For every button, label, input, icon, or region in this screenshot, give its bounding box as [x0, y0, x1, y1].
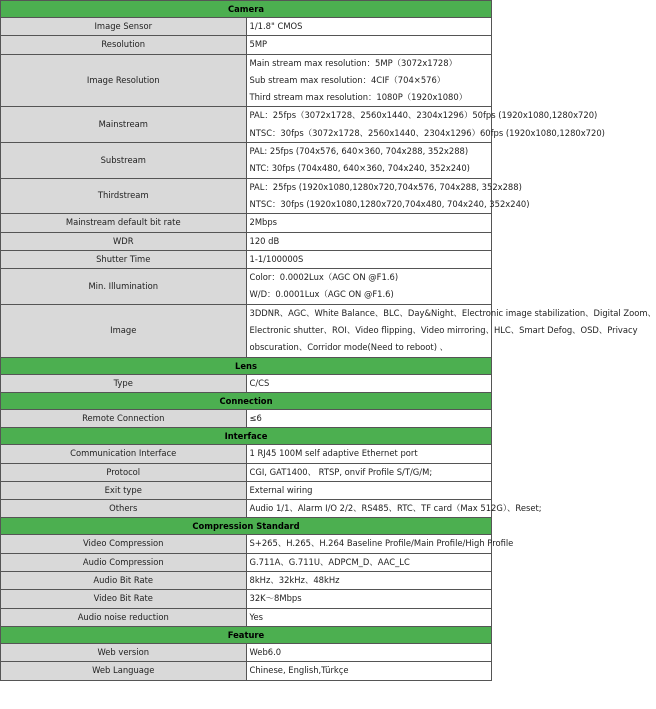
spec-row — [1, 107, 492, 143]
spec-value — [246, 143, 492, 179]
section-title: Compression Standard — [1, 518, 492, 535]
spec-value — [246, 445, 492, 463]
spec-value-line: 3DDNR、AGC、White Balance、BLC、Day&Night、Electronic image stabilization、Digital Zoom、 — [249, 307, 656, 318]
spec-value-line: Color：0.0002Lux（AGC ON @F1.6) — [249, 272, 399, 283]
spec-value — [246, 107, 605, 143]
spec-value-line: Electronic shutter、ROI、Video flipping、Video mirroring、HLC、Smart Defog、OSD、Privacy — [249, 325, 638, 336]
spec-label: Video Compression — [1, 535, 247, 553]
spec-label: Remote Connection — [1, 409, 247, 427]
spec-value-line: CGI, GAT1400、 RTSP, onvif Profile S/T/G/M; — [249, 466, 433, 477]
spec-row — [1, 374, 492, 392]
spec-value — [246, 535, 514, 553]
spec-value-line: obscuration、Corridor mode(Need to reboot) 、 — [249, 342, 448, 353]
spec-row — [1, 304, 492, 357]
spec-value-line: 5MP — [249, 39, 268, 50]
spec-label: Mainstream default bit rate — [1, 214, 247, 232]
spec-row — [1, 445, 492, 463]
spec-value-line: 2Mbps — [249, 217, 278, 228]
spec-label: Audio noise reduction — [1, 608, 247, 626]
spec-value-line: Chinese, English,Türkçe — [249, 665, 349, 676]
spec-row — [1, 143, 492, 179]
spec-row — [1, 54, 492, 107]
spec-value-line: ≤6 — [249, 412, 262, 423]
spec-value — [246, 214, 492, 232]
spec-label: Image Sensor — [1, 18, 247, 36]
spec-row — [1, 36, 492, 54]
spec-value — [246, 608, 492, 626]
spec-row — [1, 608, 492, 626]
spec-value-line: Main stream max resolution：5MP（3072x1728） — [249, 57, 457, 68]
spec-label: Thirdstream — [1, 178, 247, 214]
section-header-row — [1, 428, 492, 445]
spec-label: Audio Compression — [1, 553, 247, 571]
spec-row — [1, 643, 492, 661]
spec-value — [246, 463, 492, 481]
spec-value-line: G.711A、G.711U、ADPCM_D、AAC_LC — [249, 556, 410, 567]
spec-label: Others — [1, 500, 247, 518]
section-title: Connection — [1, 392, 492, 409]
spec-value-line: S+265、H.265、H.264 Baseline Profile/Main Profile/High Profile — [249, 538, 514, 549]
spec-value-line: Sub stream max resolution：4CIF（704×576） — [249, 74, 446, 85]
spec-value — [246, 54, 492, 107]
spec-value-line: PAL：25fps (1920x1080,1280x720,704x576, 704x288, 352x288) — [249, 181, 522, 192]
spec-label: WDR — [1, 232, 247, 250]
section-header-row — [1, 357, 492, 374]
spec-value-line: Third stream max resolution：1080P（1920x1080） — [249, 92, 468, 103]
spec-value-line: External wiring — [249, 484, 313, 495]
spec-label: Min. Illumination — [1, 269, 247, 305]
spec-value-line: 1-1/100000S — [249, 253, 304, 264]
spec-label: Image Resolution — [1, 54, 247, 107]
spec-row — [1, 409, 492, 427]
spec-table-body — [1, 1, 656, 681]
section-title: Feature — [1, 626, 492, 643]
spec-value-line: C/CS — [249, 377, 270, 388]
spec-value-line: Web6.0 — [249, 646, 282, 657]
spec-label: Image — [1, 304, 247, 357]
spec-label: Exit type — [1, 481, 247, 499]
spec-value — [246, 232, 492, 250]
spec-value — [246, 18, 492, 36]
spec-row — [1, 269, 492, 305]
spec-row — [1, 463, 492, 481]
spec-value — [246, 590, 492, 608]
spec-value-line: 32K～8Mbps — [249, 593, 302, 604]
spec-value-line: 120 dB — [249, 235, 280, 246]
spec-label: Resolution — [1, 36, 247, 54]
spec-row — [1, 250, 492, 268]
spec-label: Type — [1, 374, 247, 392]
section-title: Interface — [1, 428, 492, 445]
spec-value — [246, 36, 492, 54]
spec-label: Mainstream — [1, 107, 247, 143]
spec-value — [246, 572, 492, 590]
spec-row — [1, 572, 492, 590]
spec-value — [246, 304, 656, 357]
spec-row — [1, 214, 492, 232]
spec-value-line: W/D：0.0001Lux（AGC ON @F1.6) — [249, 289, 394, 300]
spec-value-line: NTC: 30fps (704x480, 640×360, 704x240, 352x240) — [249, 163, 470, 174]
spec-row — [1, 590, 492, 608]
spec-value — [246, 178, 530, 214]
spec-row — [1, 481, 492, 499]
spec-value — [246, 662, 492, 680]
spec-value-line: 1 RJ45 100M self adaptive Ethernet port — [249, 448, 418, 459]
spec-value — [246, 481, 492, 499]
spec-label: Audio Bit Rate — [1, 572, 247, 590]
spec-value-line: NTSC：30fps (1920x1080,1280x720,704x480, 704x240, 352x240) — [249, 198, 530, 209]
spec-row — [1, 178, 492, 214]
spec-value-line: 8kHz、32kHz、48kHz — [249, 575, 340, 586]
spec-value-line: Audio 1/1、Alarm I/O 2/2、RS485、RTC、TF card（Max 512G）、Reset; — [249, 503, 542, 514]
section-header-row — [1, 626, 492, 643]
spec-label: Video Bit Rate — [1, 590, 247, 608]
spec-value-line: 1/1.8" CMOS — [249, 21, 303, 31]
spec-label: Web Language — [1, 662, 247, 680]
section-header-row — [1, 1, 492, 18]
section-title: Lens — [1, 357, 492, 374]
spec-row — [1, 535, 492, 553]
section-title: Camera — [1, 1, 492, 18]
spec-label: Communication Interface — [1, 445, 247, 463]
spec-value — [246, 553, 492, 571]
spec-label: Protocol — [1, 463, 247, 481]
spec-value — [246, 374, 492, 392]
spec-value — [246, 500, 542, 518]
spec-row — [1, 662, 492, 680]
spec-value — [246, 643, 492, 661]
spec-value-line: PAL：25fps（3072x1728、2560x1440、2304x1296）50fps (1920x1080,1280x720) — [249, 110, 598, 121]
spec-value — [246, 250, 492, 268]
spec-row — [1, 500, 492, 518]
spec-label: Substream — [1, 143, 247, 179]
spec-label: Web version — [1, 643, 247, 661]
spec-label: Shutter Time — [1, 250, 247, 268]
spec-value — [246, 409, 492, 427]
section-header-row — [1, 518, 492, 535]
section-header-row — [1, 392, 492, 409]
spec-value-line: Yes — [249, 611, 264, 622]
spec-row — [1, 232, 492, 250]
spec-row — [1, 18, 492, 36]
spec-row — [1, 553, 492, 571]
spec-value — [246, 269, 492, 305]
spec-value-line: PAL: 25fps (704x576, 640×360, 704x288, 352x288) — [249, 146, 469, 157]
spec-value-line: NTSC：30fps（3072x1728、2560x1440、2304x1296）60fps (1920x1080,1280x720) — [249, 127, 605, 138]
